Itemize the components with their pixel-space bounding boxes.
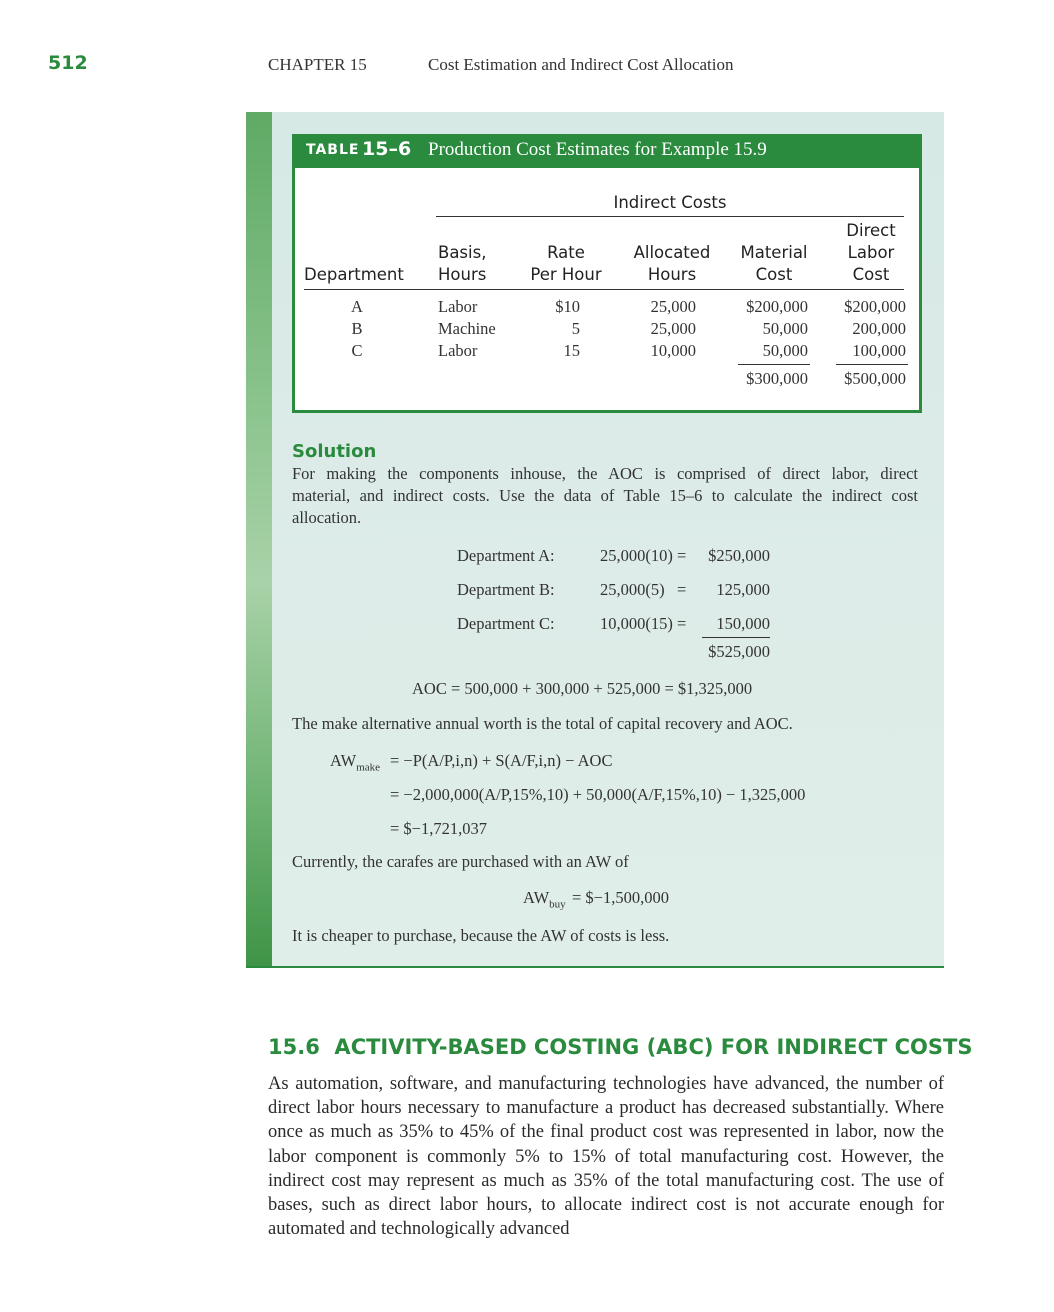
alloc-b-expr: 25,000(5) = bbox=[600, 580, 687, 599]
solution-intro-line-3: allocation. bbox=[292, 508, 362, 527]
chapter-title: Cost Estimation and Indirect Cost Allocation bbox=[428, 55, 734, 74]
table-row-c-basis: Labor bbox=[438, 341, 478, 360]
col-rate-2: Per Hour bbox=[530, 265, 602, 284]
col-basis-1: Basis, bbox=[438, 243, 487, 262]
conclusion: It is cheaper to purchase, because the AW of costs is less. bbox=[292, 926, 670, 945]
table-row-b-labor: 200,000 bbox=[852, 319, 906, 338]
chapter-label: CHAPTER 15 bbox=[268, 55, 367, 74]
aw-buy-rhs: = $−1,500,000 bbox=[572, 888, 669, 907]
table-row-a-basis: Labor bbox=[438, 297, 478, 316]
table-row-a-material: $200,000 bbox=[746, 297, 808, 316]
col-rate-1: Rate bbox=[547, 243, 585, 262]
alloc-c-expr: 10,000(15) = bbox=[600, 614, 687, 633]
col-alloc-1: Allocated bbox=[633, 243, 711, 262]
table-row-b-department: B bbox=[351, 319, 363, 338]
table-row-b-material: 50,000 bbox=[762, 319, 808, 338]
alloc-c-label: Department C: bbox=[457, 614, 555, 633]
col-material-1: Material bbox=[740, 243, 808, 262]
decorative-side-strip bbox=[246, 112, 272, 966]
labor-total-rule bbox=[836, 364, 908, 365]
aw-make-line-2: = −2,000,000(A/P,15%,10) + 50,000(A/F,15%,10) − 1,325,000 bbox=[390, 785, 806, 804]
col-alloc-2: Hours bbox=[647, 265, 697, 284]
table-row-c-hours: 10,000 bbox=[650, 341, 696, 360]
table-row-c-rate: 15 bbox=[563, 341, 580, 360]
col-department: Department bbox=[304, 265, 404, 284]
alloc-c-value: 150,000 bbox=[716, 614, 770, 633]
table-label: TABLE bbox=[306, 142, 360, 158]
aw-buy-lhs: $AW_{buy}$ bbox=[523, 888, 566, 911]
table-row-b-rate: 5 bbox=[571, 319, 580, 338]
table-row-c-department: C bbox=[351, 341, 363, 360]
alloc-b-label: Department B: bbox=[457, 580, 555, 599]
table-row-a-hours: 25,000 bbox=[650, 297, 696, 316]
section-body: As automation, software, and manufacturing technologies have advanced, the number of direct labor hours necessary to manufacture a product has decreased substantially. Where once as much as 35% to 45% of the final product cost was represented in labor, now the labor component is commonly 5% to 15% of total manufacturing cost. However, the indirect cost may represent as much as 35% of the total manufacturing cost. The use of bases, such as direct labor hours, to allocate indirect cost is not accurate enough for automated and technologically advanced bbox=[268, 1074, 944, 1240]
labor-total: $500,000 bbox=[844, 369, 906, 388]
col-labor-2: Cost bbox=[852, 265, 890, 284]
section-heading: 15.6 ACTIVITY-BASED COSTING (ABC) FOR INDIRECT COSTS bbox=[268, 1035, 973, 1059]
material-total-rule bbox=[738, 364, 810, 365]
make-intro: The make alternative annual worth is the total of capital recovery and AOC. bbox=[292, 714, 793, 733]
alloc-a-value: $250,000 bbox=[708, 546, 770, 565]
col-basis-2: Hours bbox=[438, 265, 487, 284]
col-labor-1: Labor bbox=[847, 243, 895, 262]
header-rule bbox=[304, 289, 904, 290]
solution-intro-line-1: For making the components inhouse, the AOC is comprised of direct labor, direct bbox=[292, 464, 918, 483]
col-material-2: Cost bbox=[755, 265, 793, 284]
aw-make-lhs: $AW_{make}$ bbox=[330, 751, 380, 774]
page-number: 512 bbox=[48, 52, 88, 74]
allocation-total-rule bbox=[702, 637, 770, 638]
table-row-b-hours: 25,000 bbox=[650, 319, 696, 338]
alloc-a-label: Department A: bbox=[457, 546, 555, 565]
buy-intro: Currently, the carafes are purchased with an AW of bbox=[292, 852, 629, 871]
table-row-b-basis: Machine bbox=[438, 319, 496, 338]
group-header-rule bbox=[436, 216, 904, 217]
aoc-equation: AOC = 500,000 + 300,000 + 525,000 = $1,325,000 bbox=[412, 679, 753, 698]
aw-make-line-3: = $−1,721,037 bbox=[390, 819, 487, 838]
table-row-a-labor: $200,000 bbox=[844, 297, 906, 316]
alloc-a-expr: 25,000(10) = bbox=[600, 546, 687, 565]
table-row-a-department: A bbox=[351, 297, 363, 316]
indirect-costs-header: Indirect Costs bbox=[613, 193, 727, 212]
table-caption: Production Cost Estimates for Example 15.9 bbox=[428, 139, 767, 160]
col-labor-0: Direct bbox=[846, 221, 896, 240]
alloc-b-value: 125,000 bbox=[716, 580, 770, 599]
allocation-total: $525,000 bbox=[708, 642, 770, 661]
table-row-a-rate: $10 bbox=[555, 297, 580, 316]
table-number: 15–6 bbox=[362, 138, 412, 160]
aw-make-line-1: = −P(A/P,i,n) + S(A/F,i,n) − AOC bbox=[390, 751, 613, 770]
table-row-c-labor: 100,000 bbox=[852, 341, 906, 360]
table-row-c-material: 50,000 bbox=[762, 341, 808, 360]
material-total: $300,000 bbox=[746, 369, 808, 388]
solution-intro-line-2: material, and indirect costs. Use the data of Table 15–6 to calculate the indirect cost bbox=[292, 486, 918, 505]
solution-heading: Solution bbox=[292, 441, 377, 462]
